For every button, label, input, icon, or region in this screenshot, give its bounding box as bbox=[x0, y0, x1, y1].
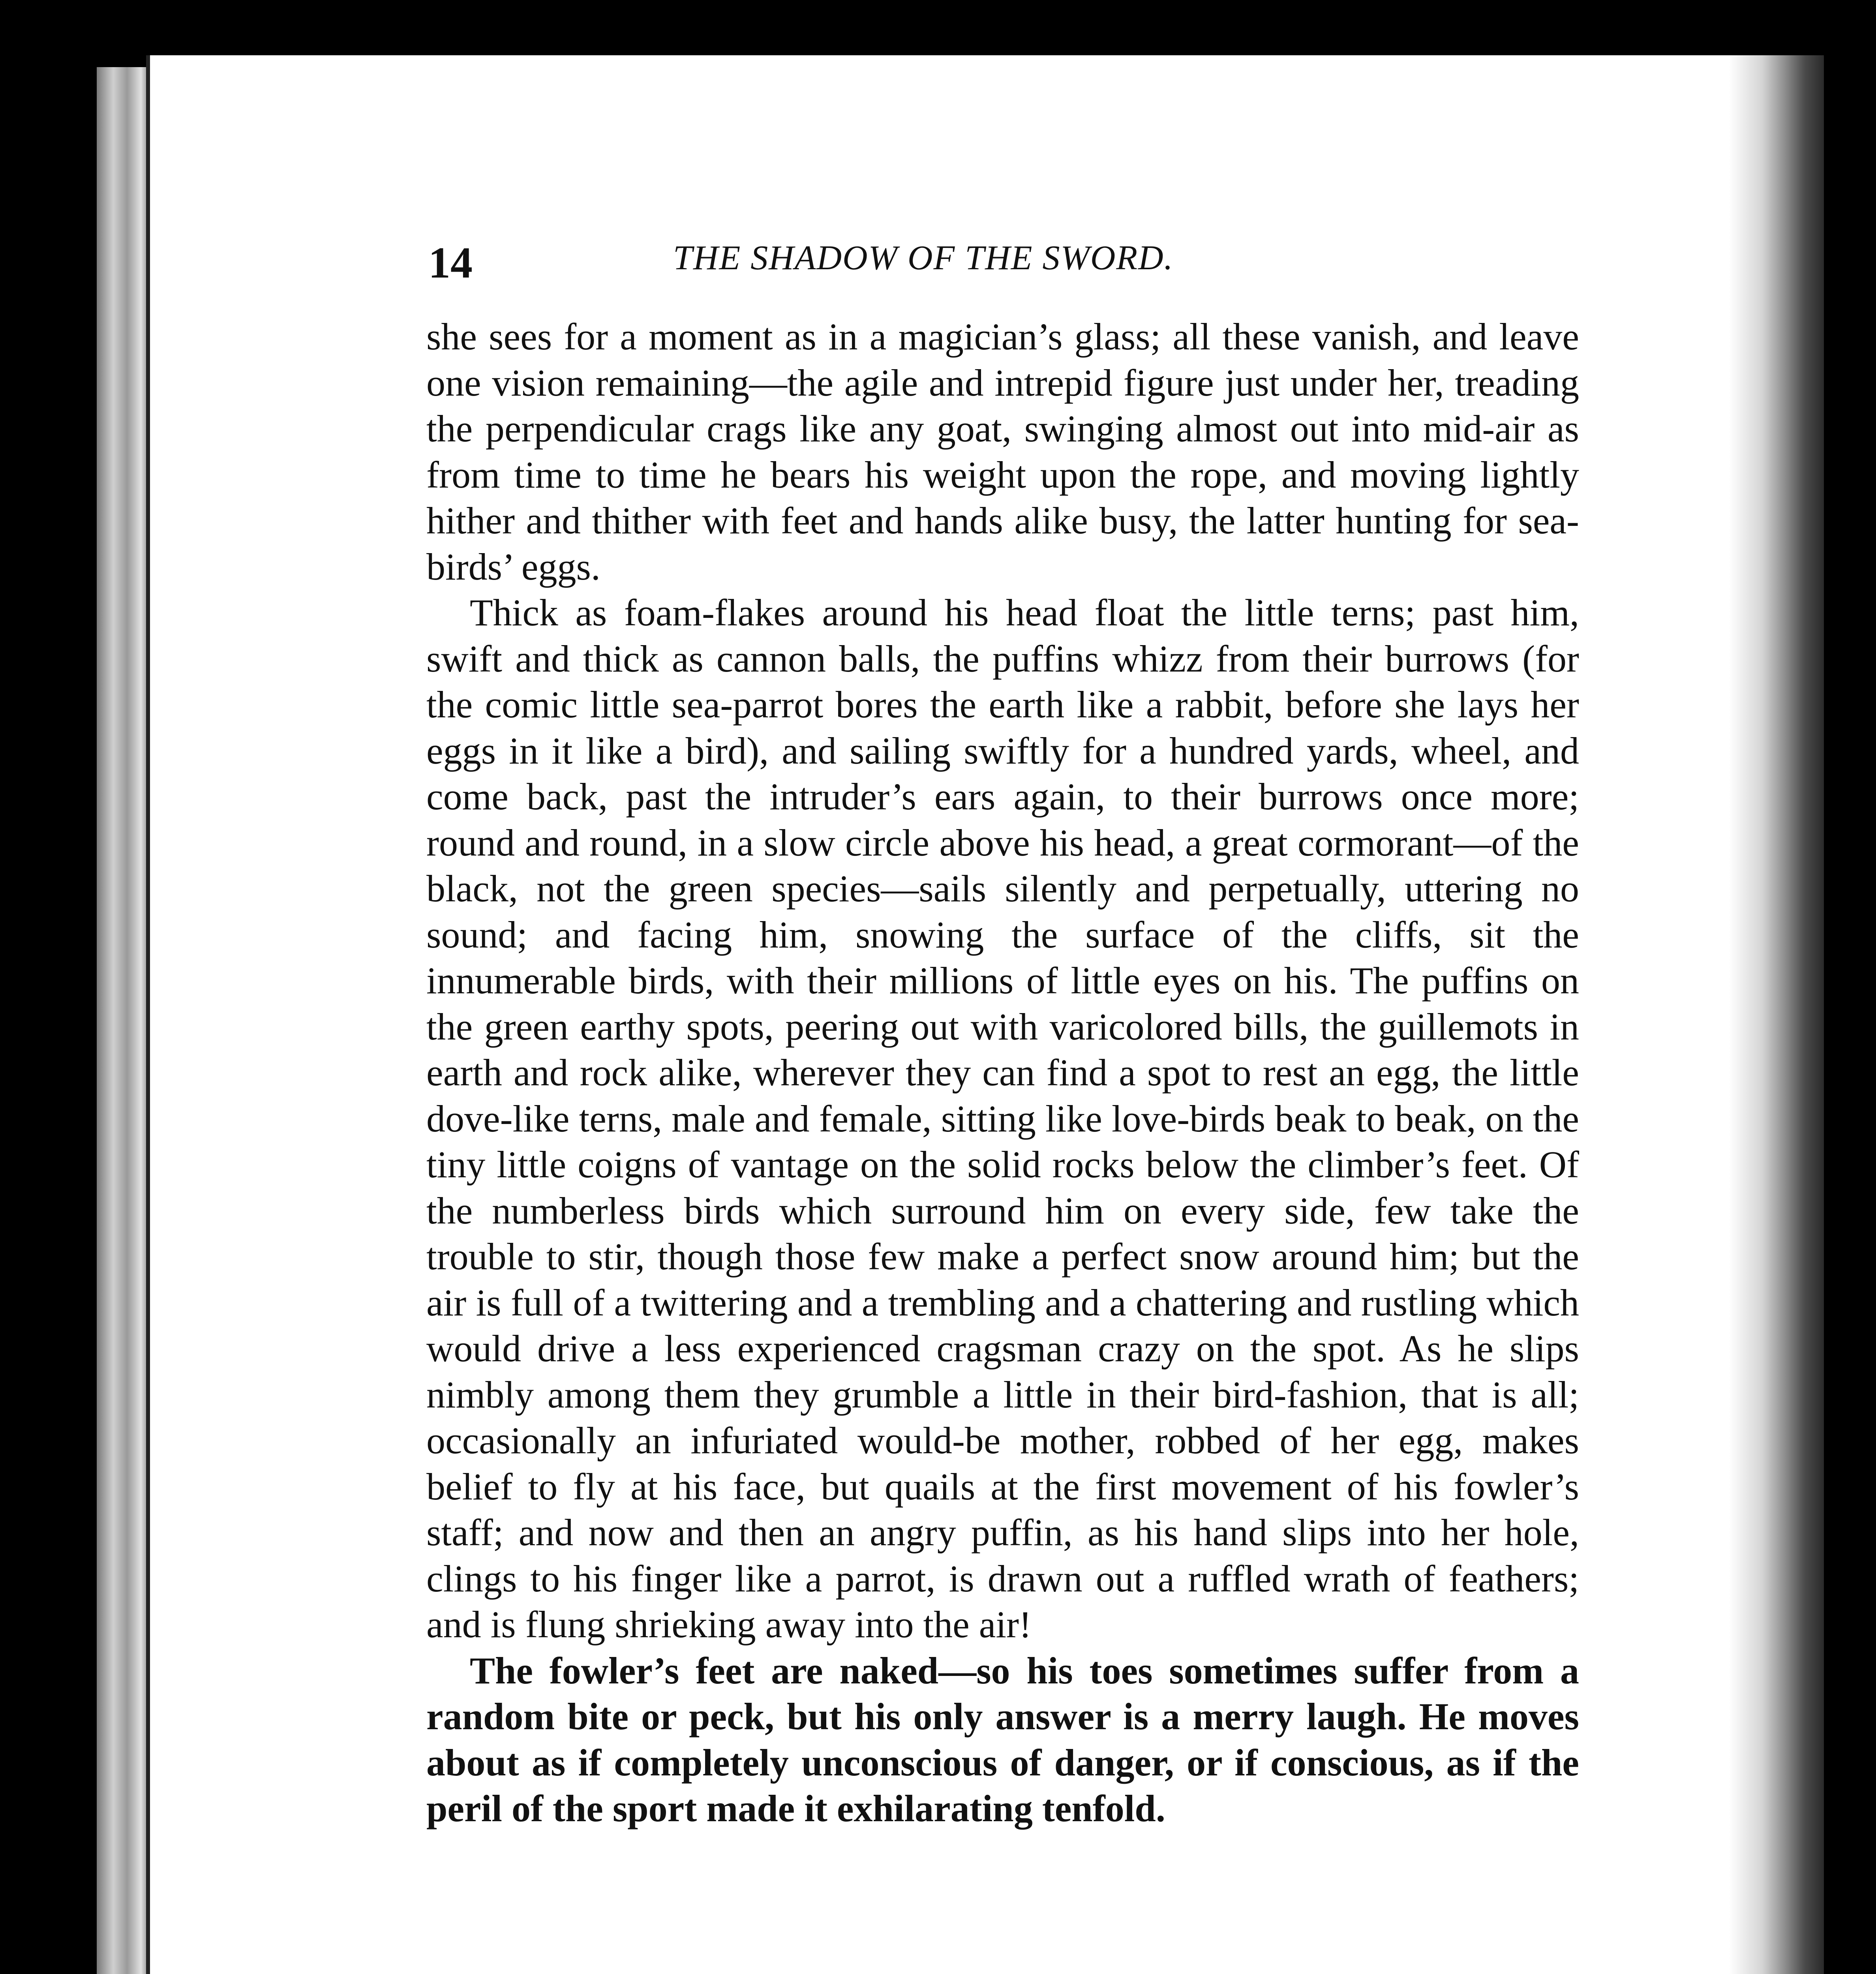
scan-right-shadow bbox=[1729, 55, 1824, 1974]
body-text bbox=[426, 314, 1579, 1832]
scan-left-edge bbox=[97, 67, 152, 1974]
running-title: THE SHADOW OF THE SWORD. bbox=[673, 239, 1174, 277]
running-head bbox=[428, 233, 1613, 288]
paragraph-2: Thick as foam-flakes around his head float the little terns; past him, swift and thick as cannon balls, the puffins whizz from their burrows (for the comic little sea-parrot bores the earth like a rabbit, before she lays her eggs in it like a bird), and sailing swiftly for a hundred yards, wheel, and come back, past the intruder’s ears again, to their burrows once more; round and round, in a slow circle above his head, a great cormorant—of the black, not the green species—sails silently and perpetually, uttering no sound; and facing him, snowing the surface of the cliffs, sit the innumerable birds, with their millions of little eyes on his. The puffins on the green earthy spots, peering out with varicolored bills, the guillemots in earth and rock alike, wherever they can find a spot to rest an egg, the little dove-like terns, male and female, sitting like love-birds beak to beak, on the tiny little coigns of vantage on the solid rocks below the climber’s feet. Of the numberless birds which surround him on every side, few take the trouble to stir, though those few make a perfect snow around him; but the air is full of a twittering and a trembling and a chattering and rustling which would drive a less experienced cragsman crazy on the spot. As he slips nimbly among them they grumble a little in their bird-fashion, that is all; occasionally an infuriated would-be mother, robbed of her egg, makes belief to fly at his face, but quails at the first movement of his fowler’s staff; and now and then an angry puffin, as his hand slips into her hole, clings to his finger like a parrot, is drawn out a ruffled wrath of feathers; and is flung shrieking away into the air! bbox=[426, 591, 1579, 1646]
paragraph-3: The fowler’s feet are naked—so his toes sometimes suffer from a random bite or peck, but his only answer is a merry laugh. He moves about as if completely unconscious of danger, or if conscious, as if the peril of the sport made it exhilarating tenfold. bbox=[426, 1649, 1579, 1830]
page-number: 14 bbox=[428, 238, 473, 287]
paragraph-1: she sees for a moment as in a magician’s glass; all these vanish, and leave one vision remaining—the agile and intrepid figure just under her, treading the perpendicular crags like any goat, swinging almost out into mid-air as from time to time he bears his weight upon the rope, and moving lightly hither and thither with feet and hands alike busy, the latter hunting for sea-birds’ eggs. bbox=[426, 315, 1579, 588]
